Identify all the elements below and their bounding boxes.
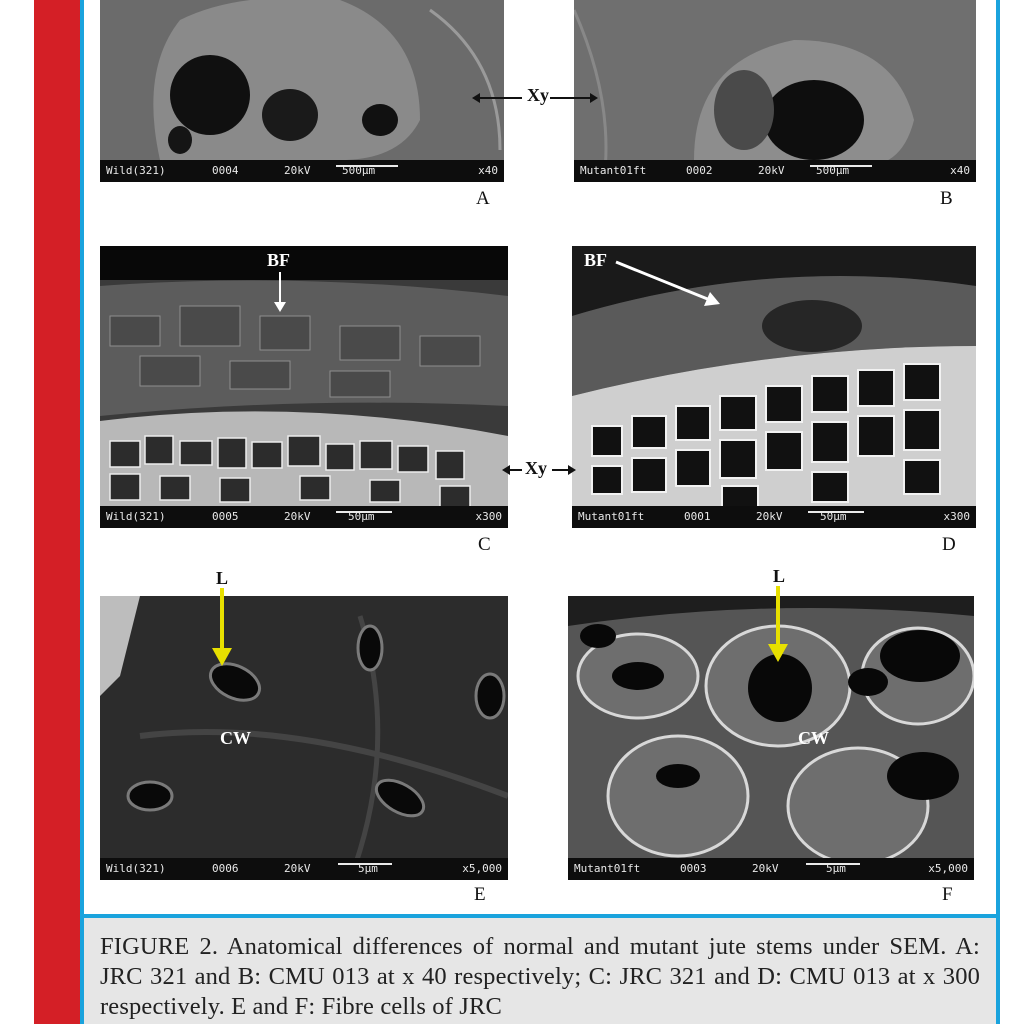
scale-length: 5µm <box>826 862 846 875</box>
scale-bar-d <box>572 506 976 528</box>
lumen-arrow-f <box>766 584 790 664</box>
panel-label-f: F <box>942 884 953 905</box>
scale-mag: x40 <box>950 164 970 177</box>
bast-fibre-arrow-d <box>612 258 726 310</box>
figure-caption: FIGURE 2. Anatomical differences of normal and mutant jute stems under SEM. A: JRC 321 and B: CMU 013 at x 40 respectively; C: JRC 321 and D: CMU 013 at x 300 respectively. E and F: Fibre cells of JRC <box>100 933 980 1020</box>
scale-num: 0001 <box>684 510 711 523</box>
cell-wall-label-e: CW <box>220 728 251 748</box>
xylem-label-top: Xy <box>527 85 549 105</box>
sem-panel-a <box>100 0 504 182</box>
scale-kv: 20kV <box>756 510 783 523</box>
sem-image-e <box>100 596 508 880</box>
scale-length: 5µm <box>358 862 378 875</box>
scale-mag: x5,000 <box>462 862 502 875</box>
scale-length: 500µm <box>342 164 376 177</box>
scale-kv: 20kV <box>284 862 311 875</box>
scale-kv: 20kV <box>284 510 311 523</box>
scale-length: 50µm <box>348 510 375 523</box>
bast-fibre-label-c: BF <box>267 250 291 270</box>
scale-num: 0003 <box>680 862 707 875</box>
scale-bar-c <box>100 506 508 528</box>
scale-id: Wild(321) <box>106 510 166 523</box>
sem-image-c <box>100 246 508 528</box>
sem-panel-b <box>574 0 976 182</box>
scale-mag: x40 <box>478 164 498 177</box>
sem-panel-c <box>100 246 508 528</box>
scale-id: Wild(321) <box>106 164 166 177</box>
bast-fibre-arrow-c <box>272 270 288 314</box>
scale-length: 500µm <box>816 164 850 177</box>
scale-id: Wild(321) <box>106 862 166 875</box>
xylem-label-mid: Xy <box>525 458 547 478</box>
lumen-arrow-e <box>210 586 234 668</box>
panel-label-c: C <box>478 534 491 555</box>
scale-num: 0005 <box>212 510 239 523</box>
scale-kv: 20kV <box>752 862 779 875</box>
panel-label-a: A <box>476 188 490 209</box>
scale-num: 0002 <box>686 164 713 177</box>
panel-label-d: D <box>942 534 956 555</box>
scale-mag: x300 <box>943 510 970 523</box>
scale-mag: x5,000 <box>928 862 968 875</box>
lumen-label-f: L <box>773 566 786 586</box>
scale-id: Mutant01ft <box>574 862 641 875</box>
scale-bar-f <box>568 858 974 880</box>
scale-id: Mutant01ft <box>580 164 647 177</box>
scale-mag: x300 <box>475 510 502 523</box>
panel-label-e: E <box>474 884 486 905</box>
lumen-label-e: L <box>216 568 229 588</box>
scale-id: Mutant01ft <box>578 510 645 523</box>
cell-wall-label-f: CW <box>798 728 829 748</box>
panel-label-b: B <box>940 188 953 209</box>
sem-image-a <box>100 0 504 182</box>
scale-kv: 20kV <box>758 164 785 177</box>
scale-bar-a <box>100 160 504 182</box>
figure-caption-box <box>84 914 996 1024</box>
scale-bar-e <box>100 858 508 880</box>
bast-fibre-label-d: BF <box>584 250 608 270</box>
sem-panel-e <box>100 596 508 880</box>
sem-image-b <box>574 0 976 182</box>
red-accent-bar <box>34 0 80 1024</box>
scale-num: 0004 <box>212 164 239 177</box>
scale-kv: 20kV <box>284 164 311 177</box>
scale-length: 50µm <box>820 510 847 523</box>
scale-bar-b <box>574 160 976 182</box>
scale-num: 0006 <box>212 862 239 875</box>
